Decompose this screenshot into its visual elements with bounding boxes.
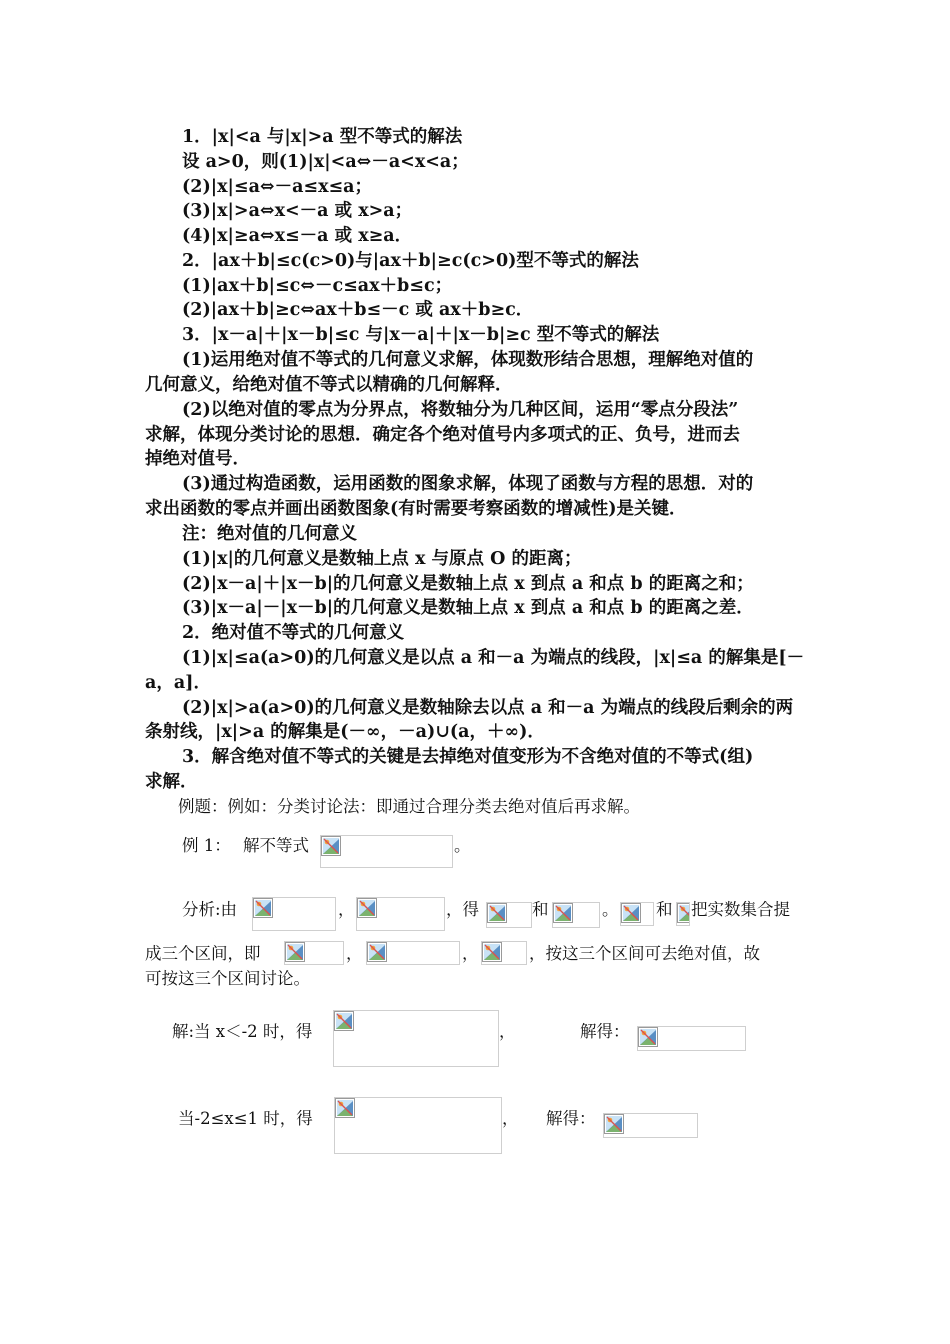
heading-geometric: 2．绝对值不等式的几何意义 [182,623,405,643]
broken-image-icon [482,942,502,962]
broken-image-icon [253,898,273,918]
analysis-label: 分析:由 [182,900,238,919]
formula-image [356,897,445,931]
result-label: 解得： [580,1022,630,1041]
text-line: 条射线，|x|>a 的解集是(－∞，－a)∪(a，＋∞)． [145,722,545,742]
note-heading: 注：绝对值的几何意义 [182,524,357,544]
example-intro: 例题：例如：分类讨论法：即通过合理分类去绝对值后再求解。 [178,797,640,816]
broken-image-icon [334,1011,354,1031]
broken-image-icon [553,903,573,923]
text-line: 可按这三个区间讨论。 [145,969,310,988]
heading-1: 1．|x|<a 与|x|>a 型不等式的解法 [182,127,463,147]
punctuation: ， [338,900,355,919]
text-line: 求解，体现分类讨论的思想．确定各个绝对值号内多项式的正、负号，进而去 [145,425,740,445]
broken-image-icon [321,836,341,856]
broken-image-icon [638,1027,658,1047]
text-line: (2)|x|≤a⇔－a≤x≤a； [182,177,373,197]
formula-image [637,1026,746,1051]
punctuation: 。 [602,900,619,919]
punctuation: ， [346,944,363,963]
broken-image-icon [487,903,507,923]
text-line: 求出函数的零点并画出函数图象(有时需要考察函数的增减性)是关键． [145,499,687,519]
heading-3: 3．|x－a|＋|x－b|≤c 与|x－a|＋|x－b|≥c 型不等式的解法 [182,325,660,345]
text-line: 几何意义，给绝对值不等式以精确的几何解释． [145,375,513,395]
example-label: 例 1： [182,836,231,855]
text-line: 掉绝对值号． [145,449,250,469]
text-line: (1)|x|≤a(a>0)的几何意义是以点 a 和－a 为端点的线段，|x|≤a 的解集是[－ [182,648,805,668]
solution-case-2: 当-2≤x≤1 时，得 [178,1109,313,1128]
broken-image-icon [604,1114,624,1134]
text-line: (2)|ax＋b|≥c⇔ax＋b≤－c 或 ax＋b≥c． [182,300,534,320]
broken-image-icon [621,903,641,923]
heading-2: 2．|ax＋b|≤c(c>0)与|ax＋b|≥c(c>0)型不等式的解法 [182,251,639,271]
formula-image [366,941,460,965]
text-line: 设 a>0，则(1)|x|<a⇔－a<x<a； [182,152,469,172]
text-and: 和 [532,900,549,919]
punctuation: ， [462,944,479,963]
broken-image-icon [677,903,690,923]
text-line: (1)|x|的几何意义是数轴上点 x 与原点 O 的距离； [182,549,582,569]
formula-image [486,902,532,928]
formula-image [676,902,690,926]
broken-image-icon [367,942,387,962]
text-line: ，按这三个区间可去绝对值，故 [529,944,760,963]
broken-image-icon [285,942,305,962]
punctuation: ， [502,1109,519,1128]
text-line: (3)|x|>a⇔x<－a 或 x>a； [182,201,413,221]
text-line: (2)以绝对值的零点为分界点，将数轴分为几种区间，运用“零点分段法” [182,400,739,420]
text-line: (1)|ax＋b|≤c⇔－c≤ax＋b≤c； [182,276,453,296]
text-line: (3)通过构造函数，运用函数的图象求解，体现了函数与方程的思想．对的 [182,474,754,494]
text-line: 求解． [145,772,198,792]
formula-image [334,1097,502,1154]
broken-image-icon [357,898,377,918]
formula-image [320,835,453,868]
result-label: 解得： [546,1109,596,1128]
text-line: 成三个区间，即 [145,944,261,963]
formula-image [552,902,600,928]
text-line: (2)|x|>a(a>0)的几何意义是数轴除去以点 a 和－a 为端点的线段后剩余的两 [182,698,794,718]
text-line: (4)|x|≥a⇔x≤－a 或 x≥a． [182,226,413,246]
punctuation: ， [499,1022,516,1041]
formula-image [252,897,336,931]
text-and: 和 [656,900,673,919]
text-get: ，得 [446,900,479,919]
text-line: (3)|x－a|－|x－b|的几何意义是数轴上点 x 到点 a 和点 b 的距离之差． [182,598,754,618]
text-line: a，a]． [145,673,211,693]
text-line: (1)运用绝对值不等式的几何意义求解，体现数形结合思想，理解绝对值的 [182,350,754,370]
formula-image [284,941,344,965]
text-line: (2)|x－a|＋|x－b|的几何意义是数轴上点 x 到点 a 和点 b 的距离之和； [182,574,754,594]
solution-case-1: 解:当 x＜-2 时，得 [172,1022,313,1041]
example-text: 解不等式 [243,836,309,855]
formula-image [333,1010,499,1067]
formula-image [620,902,654,926]
broken-image-icon [335,1098,355,1118]
text-line: 3．解含绝对值不等式的关键是去掉绝对值变形为不含绝对值的不等式(组) [182,747,754,767]
text-line: 把实数集合提 [691,900,790,919]
formula-image [481,941,527,965]
formula-image [603,1113,698,1138]
punctuation: 。 [454,836,471,855]
